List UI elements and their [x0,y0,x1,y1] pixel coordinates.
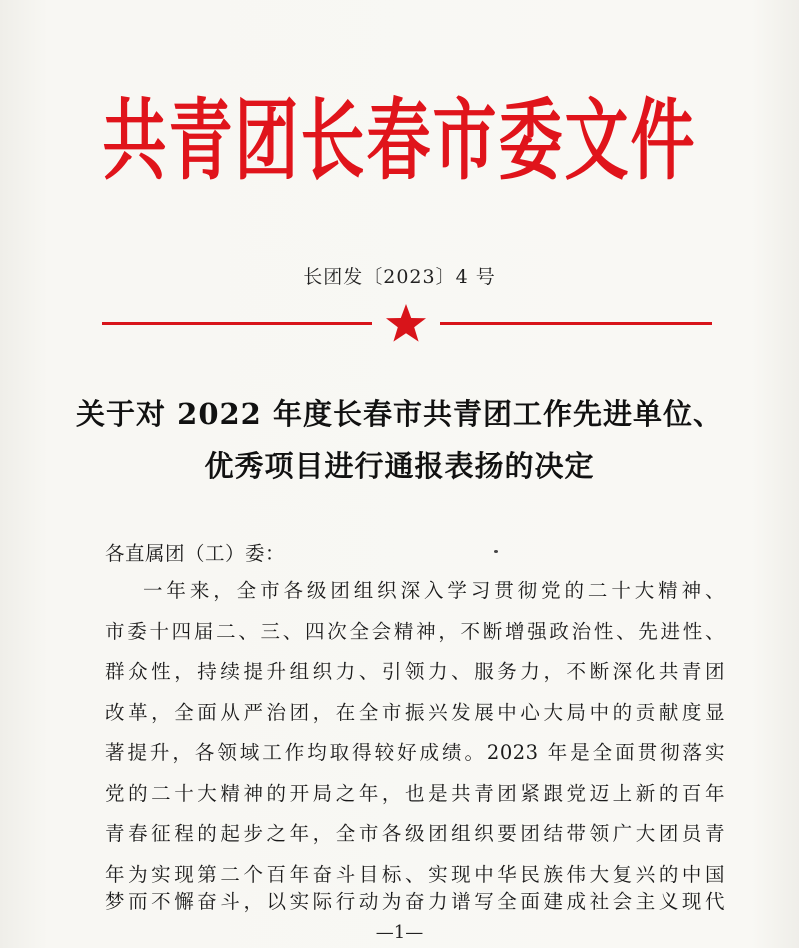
divider-line-left [102,322,372,325]
paragraph-line: 市委十四届二、三、四次全会精神，不断增强政治性、先进性、 [105,620,725,643]
star-icon [384,303,428,343]
paragraph-line: 著提升，各领域工作均取得较好成绩。2023 年是全面贯彻落实 [105,741,725,764]
document-title-line-1: 关于对 2022 年度长春市共青团工作先进单位、 [76,397,723,431]
masthead-title: 共青团长春市委文件 [102,91,697,194]
paragraph-line: 一年来，全市各级团组织深入学习贯彻党的二十大精神、 [143,579,725,602]
page-number: —1— [375,922,424,943]
paragraph-line: 梦而不懈奋斗，以实际行动为奋力谱写全面建成社会主义现代 [105,890,725,913]
document-number: 长团发〔2023〕4 号 [303,266,496,288]
paragraph-line: 群众性，持续提升组织力、引领力、服务力，不断深化共青团 [105,660,725,683]
paragraph-line: 青春征程的起步之年，全市各级团组织要团结带领广大团员青 [105,822,725,845]
salutation: 各直属团（工）委： [105,542,286,565]
paragraph-line: 年为实现第二个百年奋斗目标、实现中华民族伟大复兴的中国 [105,863,725,886]
paragraph-line: 改革，全面从严治团，在全市振兴发展中心大局中的贡献度显 [105,701,725,724]
document-title-line-2: 优秀项目进行通报表扬的决定 [204,449,595,483]
divider-line-right [440,322,712,325]
scan-speck [494,550,498,553]
paragraph-line: 党的二十大精神的开局之年，也是共青团紧跟党迈上新的百年 [105,782,725,805]
